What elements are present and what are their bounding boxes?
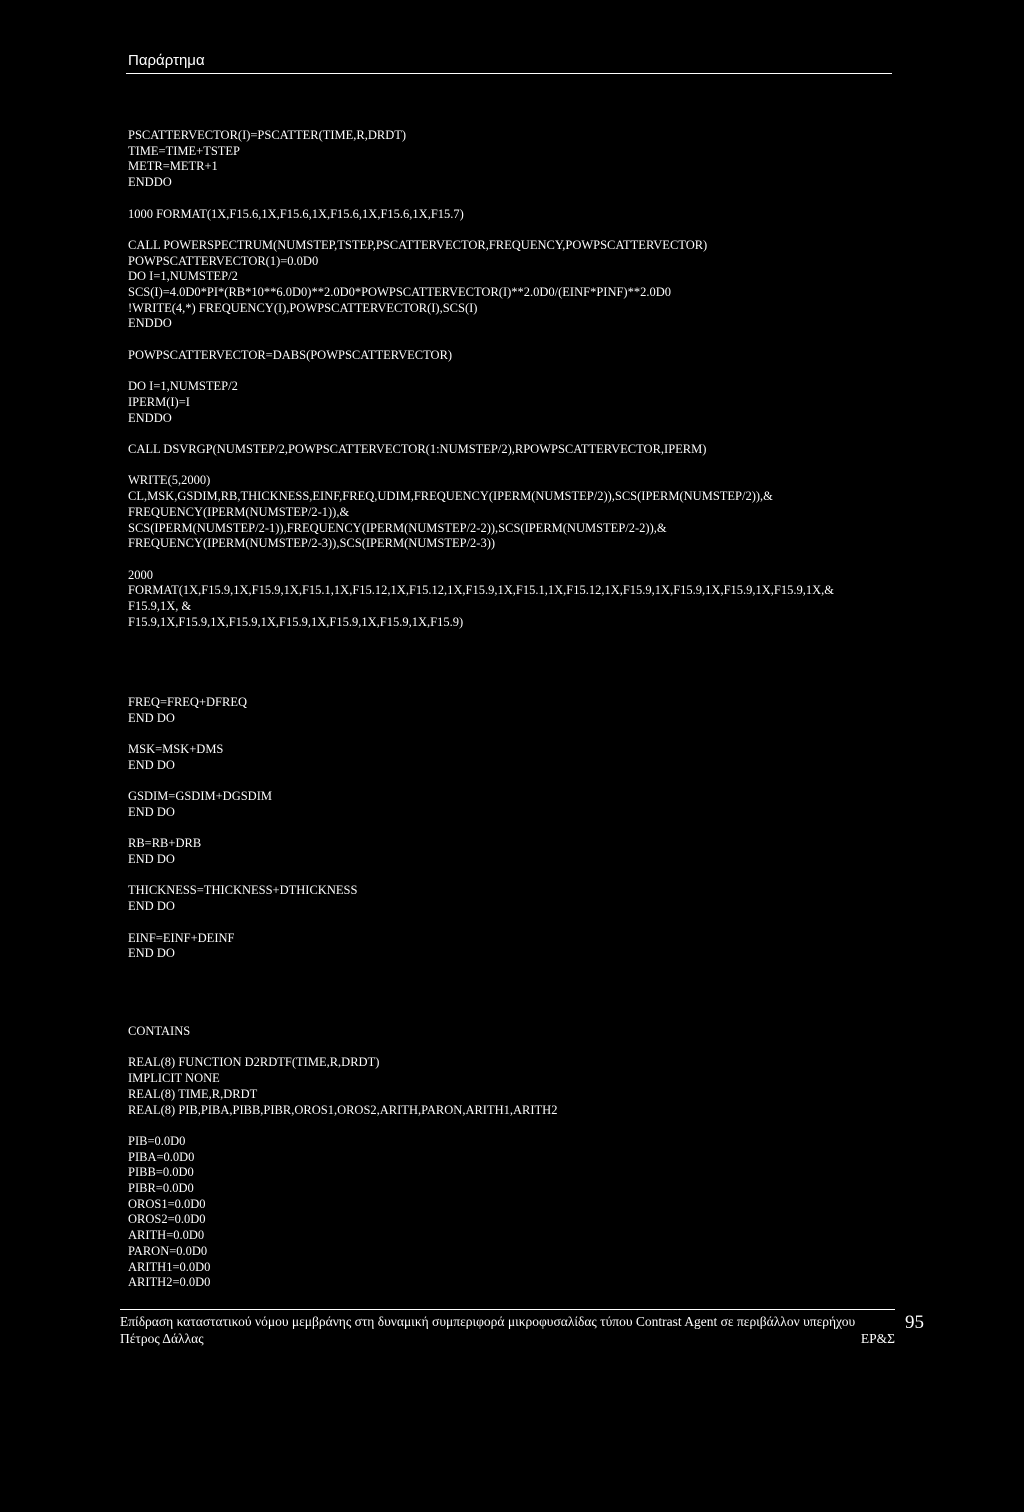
footer-divider: [120, 1309, 895, 1310]
code-line: IMPLICIT NONE: [128, 1071, 220, 1086]
code-line: [128, 191, 834, 207]
code-block-main: [128, 128, 834, 631]
code-line: END DO: [128, 946, 175, 961]
code-line: MSK=MSK+DMS: [128, 742, 224, 757]
code-line: CL,MSK,GSDIM,RB,THICKNESS,EINF,FREQ,UDIM,FREQUENCY(IPERM(NUMSTEP/2)),SCS(IPERM(NUMSTEP/2)),&: [128, 489, 773, 504]
code-line: END DO: [128, 852, 175, 867]
code-line: CALL DSVRGP(NUMSTEP/2,POWPSCATTERVECTOR(1:NUMSTEP/2),RPOWPSCATTERVECTOR,IPERM): [128, 442, 707, 457]
code-line: [128, 821, 357, 837]
footer: [120, 1313, 895, 1347]
code-line: F15.9,1X, &: [128, 599, 192, 614]
code-block-contains: [128, 1024, 557, 1291]
code-line: REAL(8) PIB,PIBA,PIBB,PIBR,OROS1,OROS2,ARITH,PARON,ARITH1,ARITH2: [128, 1102, 558, 1117]
code-line: PIBA=0.0D0: [128, 1149, 195, 1164]
code-line: TIME=TIME+TSTEP: [128, 143, 241, 158]
code-line: WRITE(5,2000): [128, 473, 211, 488]
code-line: RB=RB+DRB: [128, 836, 202, 851]
code-line: PIBR=0.0D0: [128, 1181, 194, 1196]
code-line: [128, 222, 834, 238]
code-line: [128, 364, 834, 380]
code-line: ENDDO: [128, 410, 172, 425]
code-line: SCS(IPERM(NUMSTEP/2-1)),FREQUENCY(IPERM(NUMSTEP/2-2)),SCS(IPERM(NUMSTEP/2-2)),&: [128, 520, 667, 535]
code-line: F15.9,1X,F15.9,1X,F15.9,1X,F15.9,1X,F15.9,1X,F15.9,1X,F15.9): [128, 614, 464, 629]
footer-department: ΕΡ&Σ: [860, 1331, 895, 1346]
code-line: END DO: [128, 899, 175, 914]
code-line: FREQUENCY(IPERM(NUMSTEP/2-3)),SCS(IPERM(NUMSTEP/2-3)): [128, 536, 496, 551]
footer-thesis-title: Επίδραση καταστατικού νόμου μεμβράνης στη δυναμική συμπεριφορά μικροφυσαλίδας τύπου Contrast Agent σε περιβάλλον υπερήχου: [120, 1314, 856, 1329]
code-line: IPERM(I)=I: [128, 394, 190, 409]
code-line: PSCATTERVECTOR(I)=PSCATTER(TIME,R,DRDT): [128, 128, 407, 142]
code-line: PIBB=0.0D0: [128, 1165, 194, 1180]
code-line: CONTAINS: [128, 1024, 191, 1038]
code-line: [128, 915, 357, 931]
footer-line-2: [120, 1330, 895, 1347]
code-line: EINF=EINF+DEINF: [128, 930, 235, 945]
code-line: OROS2=0.0D0: [128, 1212, 206, 1227]
code-line: [128, 726, 357, 742]
code-line: OROS1=0.0D0: [128, 1196, 206, 1211]
code-line: 1000 FORMAT(1X,F15.6,1X,F15.6,1X,F15.6,1X,F15.6,1X,F15.7): [128, 206, 464, 221]
code-line: DO I=1,NUMSTEP/2: [128, 379, 238, 394]
page-number: 95: [905, 1312, 924, 1333]
code-line: [128, 774, 357, 790]
code-line: CALL POWERSPECTRUM(NUMSTEP,TSTEP,PSCATTERVECTOR,FREQUENCY,POWPSCATTERVECTOR): [128, 237, 708, 252]
code-line: THICKNESS=THICKNESS+DTHICKNESS: [128, 883, 358, 898]
code-line: SCS(I)=4.0D0*PI*(RB*10**6.0D0)**2.0D0*POWPSCATTERVECTOR(I)**2.0D0/(EINF*PINF)**2.0D0: [128, 285, 671, 300]
code-line: ARITH1=0.0D0: [128, 1259, 211, 1274]
code-line: 2000: [128, 567, 153, 582]
code-line: GSDIM=GSDIM+DGSDIM: [128, 789, 272, 804]
code-line: ENDDO: [128, 175, 172, 190]
code-line: DO I=1,NUMSTEP/2: [128, 269, 238, 284]
code-line: ENDDO: [128, 316, 172, 331]
code-line: [128, 426, 834, 442]
code-line: FREQUENCY(IPERM(NUMSTEP/2-1)),&: [128, 504, 350, 519]
code-line: FREQ=FREQ+DFREQ: [128, 695, 247, 709]
code-line: [128, 552, 834, 568]
code-line: [128, 868, 357, 884]
code-line: ARITH=0.0D0: [128, 1228, 205, 1243]
code-line: PIB=0.0D0: [128, 1133, 186, 1148]
code-line: ARITH2=0.0D0: [128, 1275, 211, 1290]
header-divider: [126, 73, 892, 74]
code-line: END DO: [128, 710, 175, 725]
footer-author: Πέτρος Δάλλας: [120, 1331, 204, 1346]
code-line: POWPSCATTERVECTOR(1)=0.0D0: [128, 253, 319, 268]
code-line: !WRITE(4,*) FREQUENCY(I),POWPSCATTERVECTOR(I),SCS(I): [128, 300, 478, 315]
code-line: [128, 1118, 557, 1134]
code-block-loop-ends: [128, 695, 357, 962]
code-line: END DO: [128, 804, 175, 819]
code-line: PARON=0.0D0: [128, 1243, 208, 1258]
code-line: FORMAT(1X,F15.9,1X,F15.9,1X,F15.1,1X,F15.12,1X,F15.12,1X,F15.9,1X,F15.1,1X,F15.12,1X,F15.9,1X,F15.9,1X,F15.9,1X,F15.9,1X,&: [128, 583, 834, 598]
code-line: REAL(8) TIME,R,DRDT: [128, 1086, 258, 1101]
code-line: [128, 332, 834, 348]
code-line: METR=METR+1: [128, 159, 218, 174]
page-header-title: Παράρτημα: [128, 52, 205, 69]
code-line: END DO: [128, 757, 175, 772]
code-line: [128, 458, 834, 474]
code-line: [128, 1040, 557, 1056]
code-line: POWPSCATTERVECTOR=DABS(POWPSCATTERVECTOR): [128, 347, 453, 362]
code-line: REAL(8) FUNCTION D2RDTF(TIME,R,DRDT): [128, 1055, 380, 1070]
